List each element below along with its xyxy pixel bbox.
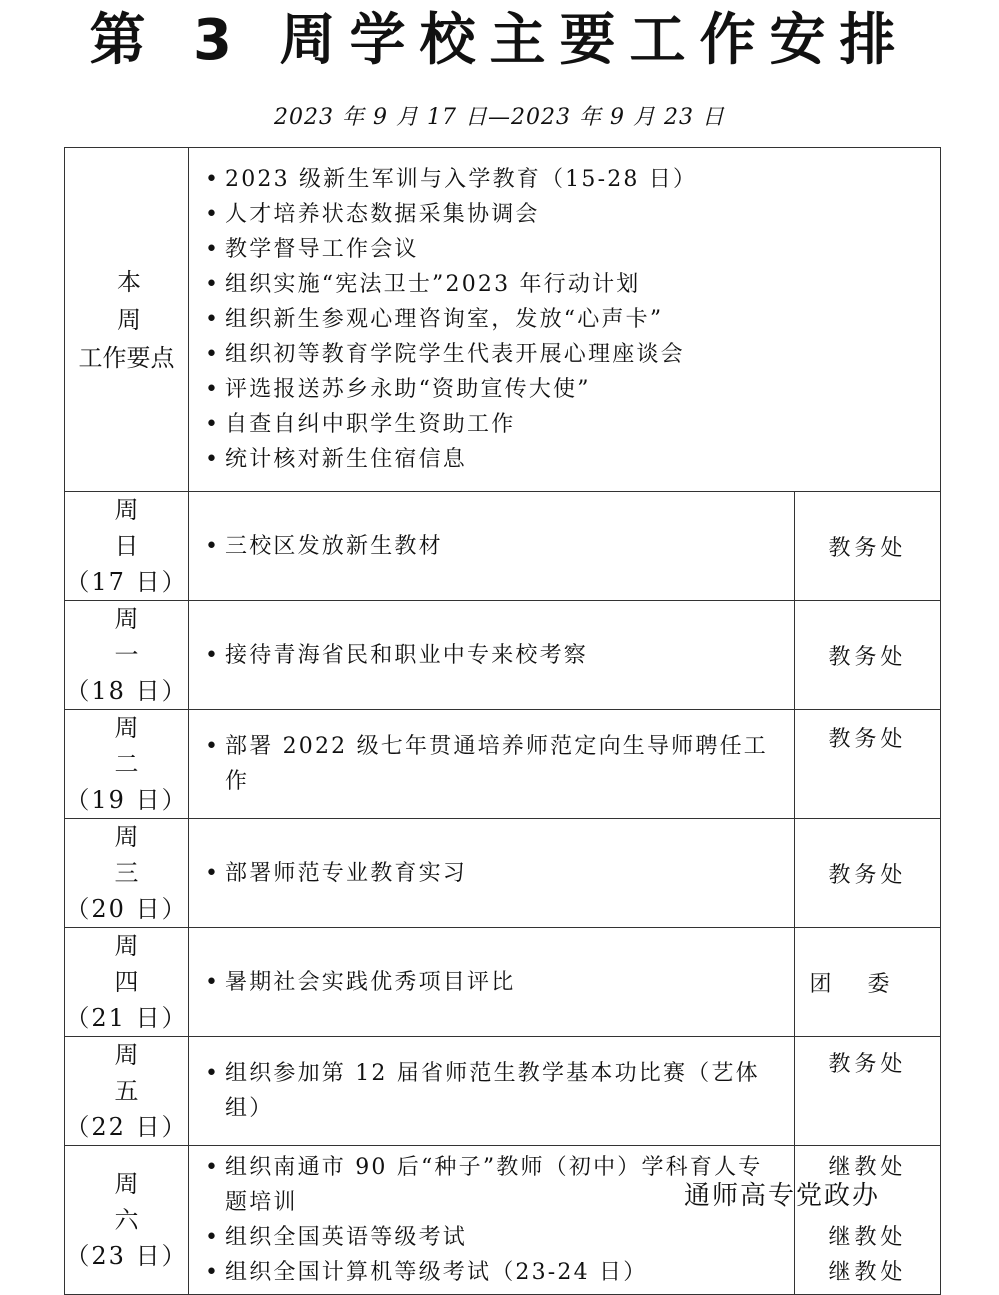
- day-row-friday: [65, 1037, 941, 1146]
- key-point-item: • 人才培养状态数据采集协调会: [205, 202, 540, 227]
- day-row-saturday: [65, 1146, 941, 1295]
- department: 教务处: [795, 492, 941, 601]
- day-label: 周三 （20 日）: [65, 819, 189, 928]
- task-item: • 组织全国计算机等级考试（23-24 日）: [205, 1260, 648, 1285]
- key-point-item: • 评选报送苏乡永助“资助宣传大使”: [205, 377, 591, 402]
- task-item: • 暑期社会实践优秀项目评比: [205, 969, 516, 995]
- day-tasks: [189, 1037, 795, 1146]
- key-point-item: • 统计核对新生住宿信息: [205, 447, 468, 472]
- key-points-label-line2: 工作要点: [78, 343, 175, 372]
- issuer-signature: 通师高专党政办: [684, 1181, 881, 1211]
- day-label: 周六 （23 日）: [65, 1146, 189, 1295]
- day-row-tuesday: [65, 710, 941, 819]
- task-item: • 接待青海省民和职业中专来校考察: [205, 642, 589, 668]
- day-label: 周二 （19 日）: [65, 710, 189, 819]
- task-item: • 部署 2022 级七年贯通培养师范定向生导师聘任工作: [205, 734, 768, 794]
- task-item: • 组织参加第 12 届省师范生教学基本功比赛（艺体组）: [205, 1061, 760, 1121]
- day-tasks: [189, 928, 795, 1037]
- department: 继教处: [828, 1155, 907, 1180]
- department: 教务处: [795, 1037, 941, 1146]
- schedule-table: [64, 147, 941, 1295]
- key-point-item: • 教学督导工作会议: [205, 237, 419, 262]
- key-point-item: • 组织实施“宪法卫士”2023 年行动计划: [205, 272, 641, 297]
- key-point-item: • 组织新生参观心理咨询室，发放“心声卡”: [205, 307, 664, 332]
- key-points-row: [65, 148, 941, 492]
- day-label: 周四 （21 日）: [65, 928, 189, 1037]
- task-item: • 组织南通市 90 后“种子”教师（初中）学科育人专题培训: [205, 1155, 763, 1215]
- day-tasks: [189, 601, 795, 710]
- day-tasks: [189, 1146, 795, 1295]
- day-label: 周五 （22 日）: [65, 1037, 189, 1146]
- department: 继教处: [828, 1260, 907, 1285]
- department: 继教处: [828, 1225, 907, 1250]
- day-row-sunday: [65, 492, 941, 601]
- day-row-wednesday: [65, 819, 941, 928]
- day-label: 周一 （18 日）: [65, 601, 189, 710]
- key-points-label-line1: 本周: [117, 267, 193, 334]
- day-tasks: [189, 819, 795, 928]
- key-point-item: • 组织初等教育学院学生代表开展心理座谈会: [205, 342, 685, 367]
- key-point-item: • 2023 级新生军训与入学教育（15-28 日）: [205, 167, 698, 192]
- department-list: [795, 1146, 941, 1295]
- day-row-thursday: [65, 928, 941, 1037]
- day-tasks: [189, 710, 795, 819]
- key-point-item: • 自查自纠中职学生资助工作: [205, 412, 516, 437]
- task-item: • 三校区发放新生教材: [205, 533, 443, 559]
- task-item: • 组织全国英语等级考试: [205, 1225, 468, 1250]
- day-row-monday: [65, 601, 941, 710]
- page-title: 第 3 周学校主要工作安排: [89, 8, 910, 73]
- day-tasks: [189, 492, 795, 601]
- date-range: 2023 年 9 月 17 日—2023 年 9 月 23 日: [274, 105, 725, 130]
- key-points-label: [65, 148, 193, 492]
- task-item: • 部署师范专业教育实习: [205, 860, 468, 886]
- day-label: 周日 （17 日）: [65, 492, 189, 601]
- department: 教务处: [795, 601, 941, 710]
- department: 团委: [795, 928, 941, 1037]
- department: 教务处: [795, 710, 941, 819]
- key-points-list: [189, 148, 941, 492]
- department: 教务处: [795, 819, 941, 928]
